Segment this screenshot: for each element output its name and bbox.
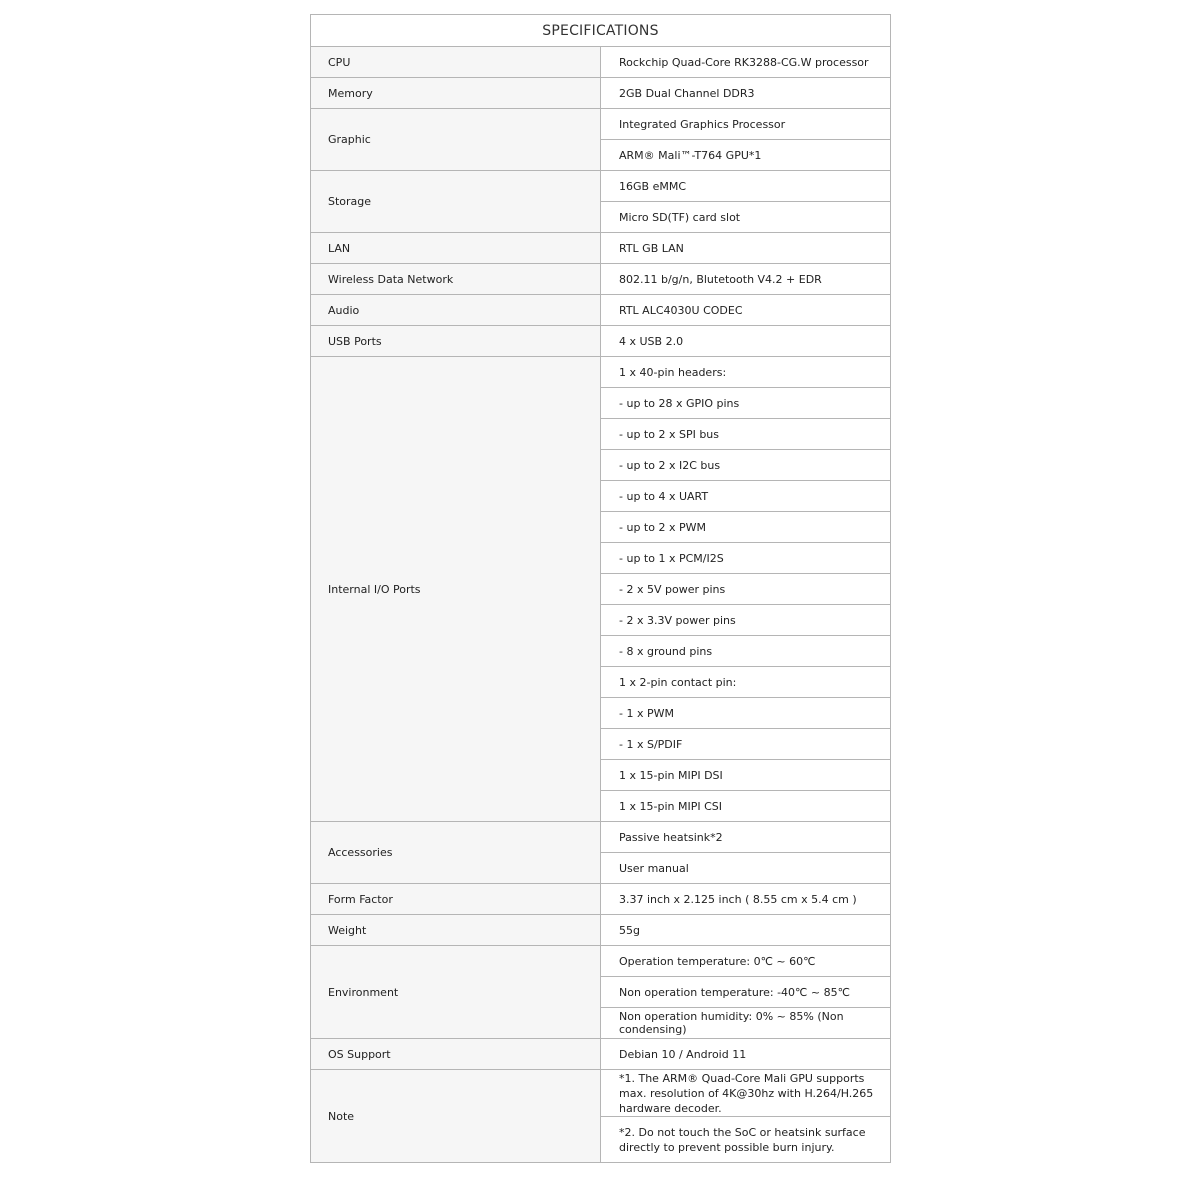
spec-label-note: Note <box>311 1070 601 1163</box>
table-row <box>311 884 891 915</box>
specifications-body <box>311 15 891 1163</box>
table-row <box>311 233 891 264</box>
spec-label-usb-ports: USB Ports <box>311 326 601 357</box>
spec-value: - up to 2 x I2C bus <box>601 450 891 481</box>
spec-value: Non operation temperature: -40℃ ~ 85℃ <box>601 977 891 1008</box>
table-row <box>311 1070 891 1117</box>
spec-value: 802.11 b/g/n, Blutetooth V4.2 + EDR <box>601 264 891 295</box>
spec-label-cpu: CPU <box>311 47 601 78</box>
spec-value: ARM® Mali™-T764 GPU*1 <box>601 140 891 171</box>
spec-value: - 2 x 3.3V power pins <box>601 605 891 636</box>
spec-value: 55g <box>601 915 891 946</box>
spec-label-storage: Storage <box>311 171 601 233</box>
table-row <box>311 357 891 388</box>
title-row <box>311 15 891 47</box>
spec-value: *1. The ARM® Quad-Core Mali GPU supports max. resolution of 4K@30hz with H.264/H.265 hardware decoder. <box>601 1070 891 1117</box>
spec-value: 1 x 15-pin MIPI DSI <box>601 760 891 791</box>
spec-value: - up to 1 x PCM/I2S <box>601 543 891 574</box>
spec-label-form-factor: Form Factor <box>311 884 601 915</box>
spec-value: Micro SD(TF) card slot <box>601 202 891 233</box>
table-row <box>311 326 891 357</box>
spec-value: - 8 x ground pins <box>601 636 891 667</box>
spec-value: Passive heatsink*2 <box>601 822 891 853</box>
spec-value: *2. Do not touch the SoC or heatsink surface directly to prevent possible burn injury. <box>601 1117 891 1163</box>
spec-value: - 2 x 5V power pins <box>601 574 891 605</box>
spec-label-accessories: Accessories <box>311 822 601 884</box>
table-row <box>311 109 891 140</box>
table-row <box>311 295 891 326</box>
spec-value: Debian 10 / Android 11 <box>601 1039 891 1070</box>
table-row <box>311 1039 891 1070</box>
spec-value: - 1 x S/PDIF <box>601 729 891 760</box>
spec-value: Non operation humidity: 0% ~ 85% (Non condensing) <box>601 1008 891 1039</box>
table-row <box>311 915 891 946</box>
spec-value: Integrated Graphics Processor <box>601 109 891 140</box>
table-title: SPECIFICATIONS <box>311 15 891 47</box>
spec-value: Operation temperature: 0℃ ~ 60℃ <box>601 946 891 977</box>
spec-label-memory: Memory <box>311 78 601 109</box>
spec-value: 1 x 2-pin contact pin: <box>601 667 891 698</box>
spec-value: RTL ALC4030U CODEC <box>601 295 891 326</box>
spec-value: - up to 28 x GPIO pins <box>601 388 891 419</box>
spec-label-graphic: Graphic <box>311 109 601 171</box>
spec-label-audio: Audio <box>311 295 601 326</box>
table-row <box>311 78 891 109</box>
spec-value: - up to 2 x PWM <box>601 512 891 543</box>
spec-value: 3.37 inch x 2.125 inch ( 8.55 cm x 5.4 cm ) <box>601 884 891 915</box>
spec-value: - 1 x PWM <box>601 698 891 729</box>
table-row <box>311 47 891 78</box>
spec-value: - up to 2 x SPI bus <box>601 419 891 450</box>
specifications-table <box>310 14 891 1163</box>
table-row <box>311 171 891 202</box>
spec-value: Rockchip Quad-Core RK3288-CG.W processor <box>601 47 891 78</box>
spec-value: 4 x USB 2.0 <box>601 326 891 357</box>
spec-label-os-support: OS Support <box>311 1039 601 1070</box>
spec-value: RTL GB LAN <box>601 233 891 264</box>
spec-value: User manual <box>601 853 891 884</box>
spec-label-weight: Weight <box>311 915 601 946</box>
spec-value: 1 x 15-pin MIPI CSI <box>601 791 891 822</box>
spec-value: 2GB Dual Channel DDR3 <box>601 78 891 109</box>
spec-label-wireless-data-network: Wireless Data Network <box>311 264 601 295</box>
spec-value: - up to 4 x UART <box>601 481 891 512</box>
spec-label-environment: Environment <box>311 946 601 1039</box>
spec-value: 1 x 40-pin headers: <box>601 357 891 388</box>
table-row <box>311 946 891 977</box>
table-row <box>311 264 891 295</box>
spec-label-lan: LAN <box>311 233 601 264</box>
table-row <box>311 822 891 853</box>
spec-label-internal-i-o-ports: Internal I/O Ports <box>311 357 601 822</box>
spec-value: 16GB eMMC <box>601 171 891 202</box>
